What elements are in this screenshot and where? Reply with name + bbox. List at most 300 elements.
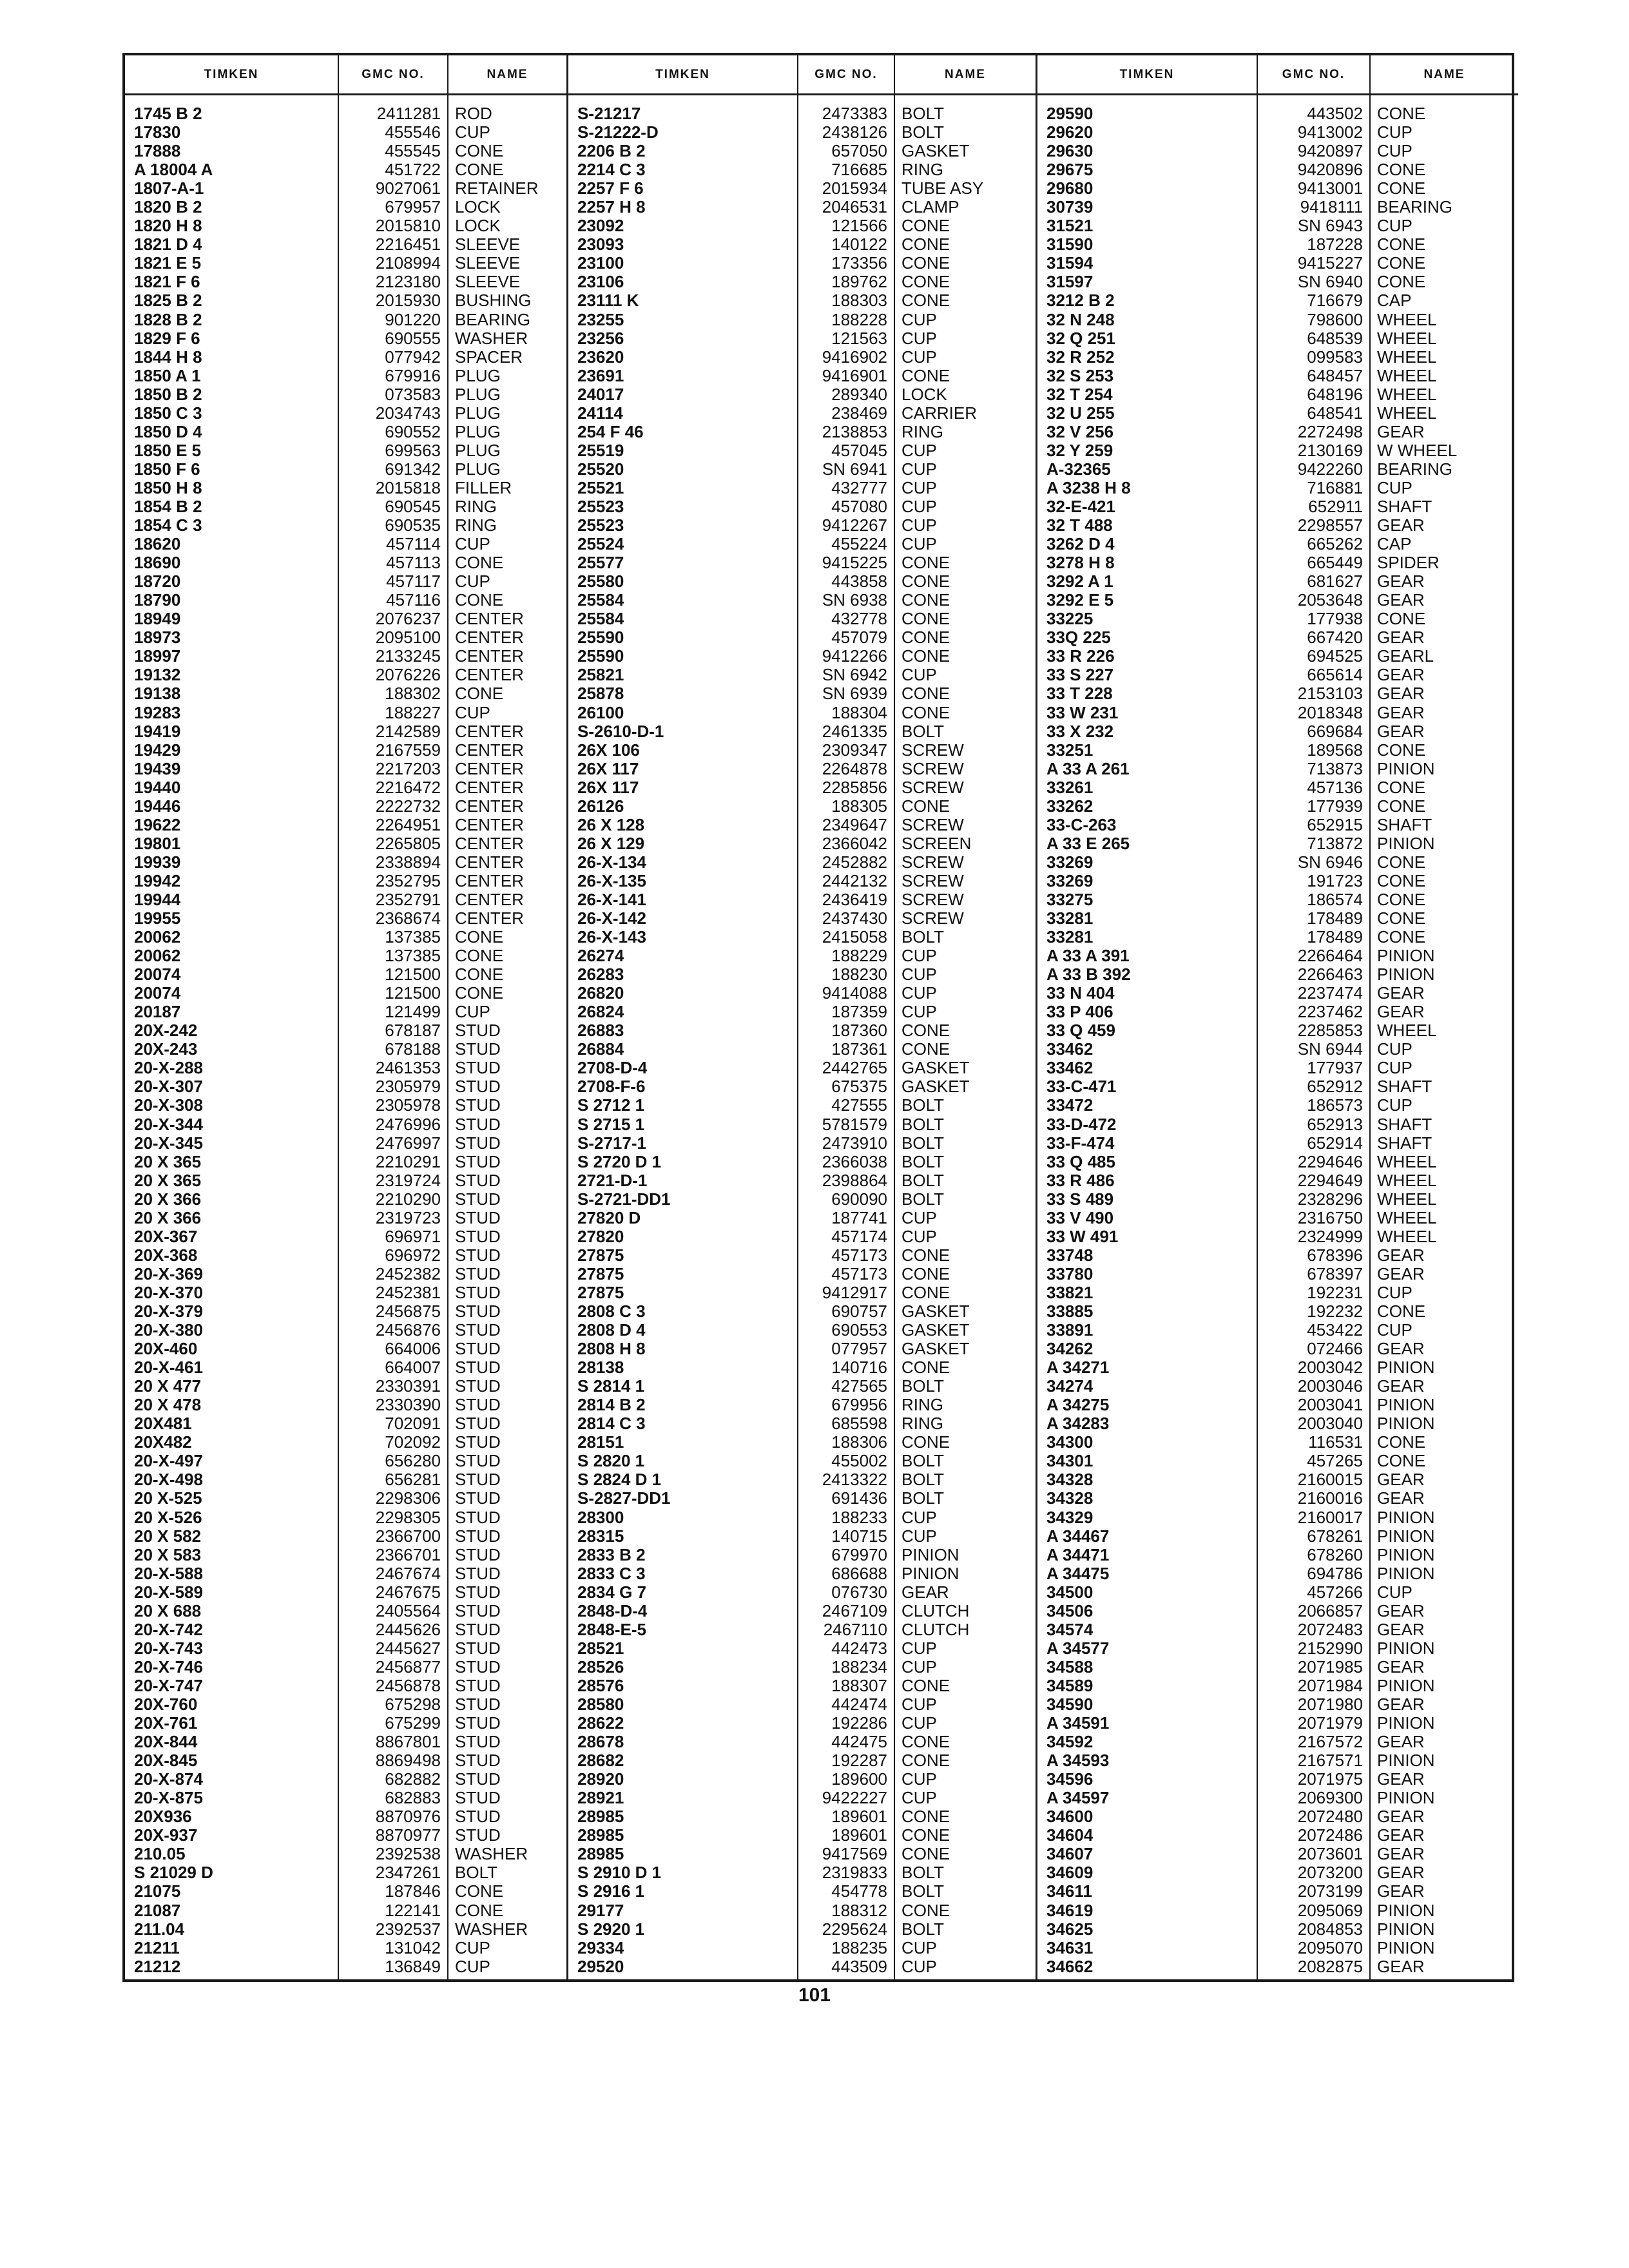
gmc-part-number: 2392537 bbox=[375, 1919, 441, 1939]
column-header-timken: TIMKEN bbox=[1037, 55, 1257, 95]
part-name: CENTER bbox=[455, 628, 524, 648]
part-name: GEAR bbox=[1377, 703, 1425, 722]
part-name: CUP bbox=[901, 310, 937, 329]
timken-part-number: S 2720 D 1 bbox=[577, 1152, 662, 1171]
gmc-part-number: 427555 bbox=[831, 1096, 887, 1115]
gmc-part-number: 2018348 bbox=[1297, 703, 1363, 722]
gmc-part-number: 664006 bbox=[385, 1340, 441, 1359]
name-column bbox=[447, 55, 566, 1979]
timken-part-number: 20 X 688 bbox=[134, 1601, 202, 1620]
timken-part-number: S 2916 1 bbox=[577, 1882, 645, 1901]
timken-part-number: 1850 C 3 bbox=[134, 403, 202, 423]
gmc-part-number: 2476997 bbox=[375, 1133, 441, 1153]
timken-part-number: 23092 bbox=[577, 216, 624, 236]
gmc-part-number: 2216451 bbox=[375, 235, 441, 255]
timken-part-number: 1820 H 8 bbox=[134, 216, 202, 236]
gmc-part-number: 455545 bbox=[385, 142, 441, 161]
timken-part-number: 33821 bbox=[1046, 1283, 1094, 1302]
timken-part-number: 32 T 254 bbox=[1046, 385, 1113, 404]
timken-part-number: 20 X 582 bbox=[134, 1526, 202, 1546]
timken-part-number: S 2824 D 1 bbox=[577, 1470, 662, 1490]
timken-part-number: 33748 bbox=[1046, 1245, 1094, 1265]
gmc-part-number: 702092 bbox=[385, 1433, 441, 1452]
part-name: CONE bbox=[901, 1264, 950, 1283]
gmc-part-number: 2319724 bbox=[375, 1171, 441, 1190]
timken-part-number: 19942 bbox=[134, 871, 181, 890]
timken-part-number: 19132 bbox=[134, 666, 181, 685]
timken-part-number: 2721-D-1 bbox=[577, 1171, 648, 1190]
part-name: CUP bbox=[901, 1227, 937, 1246]
timken-part-number: 18790 bbox=[134, 591, 181, 610]
gmc-part-number: 188234 bbox=[831, 1657, 887, 1677]
part-name: STUD bbox=[455, 1321, 501, 1340]
part-name: CENTER bbox=[455, 647, 524, 666]
timken-part-number: 34588 bbox=[1046, 1657, 1094, 1677]
part-name: GEAR bbox=[1377, 628, 1425, 648]
timken-part-number: A 3238 H 8 bbox=[1046, 478, 1131, 497]
gmc-part-number: 675299 bbox=[385, 1714, 441, 1733]
part-name: STUD bbox=[455, 1358, 501, 1378]
gmc-part-number: 690555 bbox=[385, 329, 441, 348]
part-name: STUD bbox=[455, 1133, 501, 1153]
part-name: BOLT bbox=[901, 1863, 944, 1883]
part-name: STUD bbox=[455, 1115, 501, 1134]
timken-part-number: 28985 bbox=[577, 1807, 624, 1827]
part-name: PINION bbox=[1377, 1714, 1435, 1733]
part-name: BOLT bbox=[901, 1189, 944, 1209]
timken-part-number: 33472 bbox=[1046, 1096, 1094, 1115]
timken-part-number: 19955 bbox=[134, 909, 181, 928]
gmc-part-number: 2069300 bbox=[1297, 1789, 1363, 1808]
timken-part-number: 17830 bbox=[134, 123, 181, 142]
gmc-part-number: 2071984 bbox=[1297, 1676, 1363, 1695]
part-name: BOLT bbox=[901, 1470, 944, 1490]
timken-part-number: 2214 C 3 bbox=[577, 160, 646, 180]
part-name: STUD bbox=[455, 1826, 501, 1845]
timken-part-number: 3262 D 4 bbox=[1046, 535, 1115, 554]
gmc-part-number: 2298557 bbox=[1297, 516, 1363, 535]
timken-part-number: 34301 bbox=[1046, 1452, 1094, 1471]
part-name: RETAINER bbox=[455, 179, 539, 198]
part-name: CUP bbox=[901, 347, 937, 367]
timken-part-number: S 2715 1 bbox=[577, 1115, 645, 1134]
gmc-part-number: 457114 bbox=[386, 535, 441, 554]
timken-part-number: 31594 bbox=[1046, 254, 1094, 273]
gmc-part-number: 443858 bbox=[831, 572, 887, 591]
gmc-part-number: 2237462 bbox=[1297, 1003, 1363, 1022]
timken-part-number: 32-E-421 bbox=[1046, 497, 1115, 516]
part-name: WHEEL bbox=[1377, 403, 1437, 423]
gmc-part-number: 2298306 bbox=[375, 1489, 441, 1508]
timken-part-number: 254 F 46 bbox=[577, 422, 644, 441]
timken-part-number: 26126 bbox=[577, 796, 624, 816]
timken-part-number: 18690 bbox=[134, 553, 181, 573]
gmc-part-number: 2003042 bbox=[1297, 1358, 1363, 1378]
timken-part-number: 17888 bbox=[134, 142, 181, 161]
timken-part-number: 28985 bbox=[577, 1845, 624, 1864]
timken-part-number: A 34577 bbox=[1046, 1639, 1110, 1658]
part-name: CUP bbox=[455, 1938, 490, 1957]
timken-part-number: 20 X 366 bbox=[134, 1189, 202, 1209]
part-name: STUD bbox=[455, 1171, 501, 1190]
part-name: STUD bbox=[455, 1807, 501, 1827]
part-name: WASHER bbox=[455, 1919, 528, 1939]
gmc-part-number: 2338894 bbox=[375, 852, 441, 872]
part-name: GEAR bbox=[1377, 684, 1425, 704]
timken-part-number: A 34597 bbox=[1046, 1789, 1110, 1808]
gmc-part-number: 188312 bbox=[831, 1901, 887, 1920]
gmc-part-number: 652913 bbox=[1307, 1115, 1363, 1134]
timken-part-number: 2808 D 4 bbox=[577, 1321, 646, 1340]
part-name: CUP bbox=[1377, 1040, 1412, 1059]
gmc-part-number: 2073200 bbox=[1297, 1863, 1363, 1883]
part-name: WHEEL bbox=[1377, 1208, 1437, 1227]
gmc-part-number: 442474 bbox=[831, 1695, 887, 1714]
gmc-part-number: 2152990 bbox=[1297, 1639, 1363, 1658]
gmc-part-number: 2467675 bbox=[375, 1582, 441, 1602]
timken-part-number: 20062 bbox=[134, 947, 181, 966]
part-name: RING bbox=[901, 1414, 943, 1434]
gmc-part-number: 2295624 bbox=[822, 1919, 887, 1939]
gmc-no-column-body bbox=[798, 95, 894, 1976]
timken-part-number: 19939 bbox=[134, 852, 181, 872]
part-name: CONE bbox=[901, 1040, 950, 1059]
timken-part-number: 28526 bbox=[577, 1657, 624, 1677]
part-name: SHAFT bbox=[1377, 497, 1432, 516]
part-name: CONE bbox=[1377, 909, 1426, 928]
timken-part-number: 20-X-370 bbox=[134, 1283, 203, 1302]
part-name: PLUG bbox=[455, 385, 501, 404]
gmc-part-number: 682882 bbox=[385, 1770, 441, 1789]
gmc-part-number: 457116 bbox=[386, 591, 441, 610]
gmc-part-number: 2436419 bbox=[822, 890, 887, 909]
part-name: WHEEL bbox=[1377, 347, 1437, 367]
gmc-part-number: 073583 bbox=[385, 385, 441, 404]
timken-part-number: 2708-D-4 bbox=[577, 1059, 648, 1078]
gmc-part-number: 2082875 bbox=[1297, 1957, 1363, 1976]
gmc-part-number: 667420 bbox=[1307, 628, 1363, 648]
part-name: PINION bbox=[1377, 1919, 1435, 1939]
timken-part-number: 26274 bbox=[577, 947, 624, 966]
gmc-part-number: 121500 bbox=[385, 984, 441, 1003]
part-name: CENTER bbox=[455, 852, 524, 872]
timken-part-number: 20X-460 bbox=[134, 1340, 198, 1359]
part-name: GASKET bbox=[901, 1302, 970, 1321]
gmc-part-number: 2095069 bbox=[1297, 1901, 1363, 1920]
gmc-part-number: 442473 bbox=[831, 1639, 887, 1658]
timken-part-number: 34590 bbox=[1046, 1695, 1094, 1714]
gmc-part-number: 8870977 bbox=[375, 1826, 441, 1845]
timken-column bbox=[568, 55, 797, 1979]
gmc-part-number: 2442765 bbox=[822, 1059, 887, 1078]
part-name: CENTER bbox=[455, 890, 524, 909]
gmc-part-number: 2265805 bbox=[375, 834, 441, 853]
part-name: CONE bbox=[455, 1901, 504, 1920]
gmc-part-number: 2072480 bbox=[1297, 1807, 1363, 1827]
gmc-no-column bbox=[1257, 55, 1369, 1979]
part-name: CUP bbox=[901, 1639, 937, 1658]
part-name: GEAR bbox=[1377, 1245, 1425, 1265]
gmc-part-number: 121566 bbox=[831, 216, 887, 236]
timken-part-number: 20X-368 bbox=[134, 1245, 198, 1265]
timken-part-number: 24017 bbox=[577, 385, 624, 404]
gmc-part-number: 679970 bbox=[831, 1545, 887, 1564]
part-name: CUP bbox=[901, 1208, 937, 1227]
part-name: SCREW bbox=[901, 815, 964, 834]
gmc-part-number: 665614 bbox=[1307, 666, 1363, 685]
part-name: CUP bbox=[901, 1770, 937, 1789]
timken-part-number: 20X482 bbox=[134, 1433, 192, 1452]
timken-part-number: 25520 bbox=[577, 459, 624, 479]
gmc-part-number: 121499 bbox=[385, 1003, 441, 1022]
gmc-part-number: 716679 bbox=[1307, 291, 1363, 311]
gmc-part-number: 656281 bbox=[385, 1470, 441, 1490]
gmc-part-number: 187228 bbox=[1307, 235, 1363, 255]
part-name: PINION bbox=[1377, 1751, 1435, 1771]
timken-part-number: 28315 bbox=[577, 1526, 624, 1546]
gmc-part-number: 2415058 bbox=[822, 928, 887, 947]
timken-part-number: 26824 bbox=[577, 1003, 624, 1022]
timken-part-number: 20-X-344 bbox=[134, 1115, 203, 1134]
gmc-part-number: 2347261 bbox=[375, 1863, 441, 1883]
timken-part-number: A-32365 bbox=[1046, 459, 1111, 479]
part-name: CENTER bbox=[455, 722, 524, 741]
timken-part-number: 26883 bbox=[577, 1021, 624, 1041]
gmc-part-number: 2461335 bbox=[822, 722, 887, 741]
timken-part-number: 20X-367 bbox=[134, 1227, 198, 1246]
part-name: CONE bbox=[901, 1433, 950, 1452]
part-name: STUD bbox=[455, 1470, 501, 1490]
timken-part-number: 34506 bbox=[1046, 1601, 1094, 1620]
gmc-part-number: 2445626 bbox=[375, 1620, 441, 1639]
part-name: STUD bbox=[455, 1208, 501, 1227]
timken-part-number: 23093 bbox=[577, 235, 624, 255]
timken-part-number: 19439 bbox=[134, 759, 181, 778]
part-name: PINION bbox=[1377, 947, 1435, 966]
timken-part-number: 20-X-307 bbox=[134, 1077, 203, 1097]
part-name: CONE bbox=[901, 684, 950, 704]
gmc-part-number: 9416902 bbox=[822, 347, 887, 367]
column-header-gmc-no: GMC NO. bbox=[1258, 55, 1369, 95]
timken-part-number: 28580 bbox=[577, 1695, 624, 1714]
part-name: SHAFT bbox=[1377, 1115, 1432, 1134]
part-name: CONE bbox=[901, 291, 950, 311]
timken-part-number: 33 R 486 bbox=[1046, 1171, 1115, 1190]
gmc-part-number: 2328296 bbox=[1297, 1189, 1363, 1209]
timken-part-number: 28682 bbox=[577, 1751, 624, 1771]
part-name: STUD bbox=[455, 1676, 501, 1695]
part-name: CUP bbox=[1377, 1059, 1412, 1078]
part-name: PLUG bbox=[455, 441, 501, 460]
timken-part-number: 34662 bbox=[1046, 1957, 1094, 1976]
timken-part-number: 27820 D bbox=[577, 1208, 641, 1227]
timken-part-number: 34328 bbox=[1046, 1470, 1094, 1490]
gmc-part-number: 189601 bbox=[831, 1826, 887, 1845]
part-name: CUP bbox=[901, 441, 937, 460]
timken-part-number: 20X481 bbox=[134, 1414, 192, 1434]
part-name: BOLT bbox=[901, 928, 944, 947]
timken-part-number: 34500 bbox=[1046, 1582, 1094, 1602]
timken-part-number: 27820 bbox=[577, 1227, 624, 1246]
gmc-part-number: 702091 bbox=[385, 1414, 441, 1434]
gmc-part-number: 2319833 bbox=[822, 1863, 887, 1883]
gmc-part-number: 2130169 bbox=[1297, 441, 1363, 460]
timken-part-number: 32 T 488 bbox=[1046, 516, 1113, 535]
part-name: CUP bbox=[901, 965, 937, 985]
gmc-part-number: 457173 bbox=[831, 1245, 887, 1265]
part-name: WHEEL bbox=[1377, 1021, 1437, 1041]
timken-part-number: 33780 bbox=[1046, 1264, 1094, 1283]
timken-part-number: 1745 B 2 bbox=[134, 104, 202, 123]
gmc-part-number: 675375 bbox=[831, 1077, 887, 1097]
timken-part-number: A 34271 bbox=[1046, 1358, 1110, 1378]
gmc-part-number: 177939 bbox=[1307, 796, 1363, 816]
gmc-part-number: 9413001 bbox=[1297, 179, 1363, 198]
part-name: BOLT bbox=[901, 1096, 944, 1115]
part-name: CONE bbox=[901, 628, 950, 648]
timken-part-number: S 2814 1 bbox=[577, 1377, 645, 1396]
gmc-part-number: 2476996 bbox=[375, 1115, 441, 1134]
part-name: GEAR bbox=[1377, 516, 1425, 535]
timken-part-number: 26X 117 bbox=[577, 759, 639, 778]
timken-part-number: 33 T 228 bbox=[1046, 684, 1113, 704]
part-name: GEAR bbox=[1377, 1733, 1425, 1752]
part-name: CUP bbox=[1377, 1582, 1412, 1602]
gmc-part-number: 2366701 bbox=[375, 1545, 441, 1564]
timken-part-number: 210.05 bbox=[134, 1845, 186, 1864]
part-name: LOCK bbox=[455, 216, 501, 236]
timken-part-number: 28622 bbox=[577, 1714, 624, 1733]
part-name: STUD bbox=[455, 1564, 501, 1583]
gmc-part-number: 188304 bbox=[831, 703, 887, 722]
gmc-part-number: 2034743 bbox=[375, 403, 441, 423]
gmc-part-number: 457113 bbox=[386, 553, 441, 573]
gmc-part-number: 8867801 bbox=[375, 1733, 441, 1752]
part-name: STUD bbox=[455, 1508, 501, 1527]
gmc-part-number: 131042 bbox=[385, 1938, 441, 1957]
gmc-part-number: 192232 bbox=[1307, 1302, 1363, 1321]
timken-part-number: 3292 A 1 bbox=[1046, 572, 1113, 591]
timken-part-number: 23256 bbox=[577, 329, 624, 348]
gmc-part-number: 9416901 bbox=[822, 366, 887, 385]
timken-part-number: 20-X-743 bbox=[134, 1639, 203, 1658]
part-name: CONE bbox=[901, 254, 950, 273]
gmc-part-number: 192231 bbox=[1307, 1283, 1363, 1302]
gmc-part-number: 713872 bbox=[1307, 834, 1363, 853]
timken-part-number: 32 Y 259 bbox=[1046, 441, 1113, 460]
gmc-part-number: 9412266 bbox=[822, 647, 887, 666]
column-header-timken: TIMKEN bbox=[125, 55, 338, 95]
gmc-part-number: 652915 bbox=[1307, 815, 1363, 834]
gmc-part-number: 716881 bbox=[1307, 478, 1363, 497]
gmc-part-number: 652911 bbox=[1308, 497, 1363, 516]
gmc-part-number: 2003041 bbox=[1297, 1396, 1363, 1415]
part-name: WHEEL bbox=[1377, 366, 1437, 385]
part-name: WASHER bbox=[455, 329, 528, 348]
gmc-part-number: 122141 bbox=[385, 1901, 441, 1920]
part-name: STUD bbox=[455, 1789, 501, 1808]
timken-part-number: 25519 bbox=[577, 441, 624, 460]
timken-part-number: 23100 bbox=[577, 254, 624, 273]
part-name: STUD bbox=[455, 1340, 501, 1359]
part-name: STUD bbox=[455, 1770, 501, 1789]
timken-part-number: 23620 bbox=[577, 347, 624, 367]
part-name: CUP bbox=[455, 123, 490, 142]
timken-part-number: 20X-243 bbox=[134, 1040, 198, 1059]
part-name: SCREW bbox=[901, 759, 964, 778]
part-name: STUD bbox=[455, 1657, 501, 1677]
timken-part-number: 29520 bbox=[577, 1957, 624, 1976]
part-name: CONE bbox=[901, 1358, 950, 1378]
timken-part-number: 29177 bbox=[577, 1901, 624, 1920]
gmc-part-number: 679956 bbox=[831, 1396, 887, 1415]
timken-part-number: 34619 bbox=[1046, 1901, 1094, 1920]
gmc-part-number: 177937 bbox=[1307, 1059, 1363, 1078]
part-name: STUD bbox=[455, 1582, 501, 1602]
timken-part-number: 2206 B 2 bbox=[577, 142, 646, 161]
part-name: PINION bbox=[1377, 834, 1435, 853]
gmc-part-number: 665449 bbox=[1307, 553, 1363, 573]
gmc-part-number: 2264878 bbox=[822, 759, 887, 778]
timken-column-body bbox=[568, 95, 797, 1976]
timken-part-number: 20062 bbox=[134, 928, 181, 947]
part-name: CONE bbox=[901, 273, 950, 292]
part-name: RING bbox=[901, 1396, 943, 1415]
gmc-part-number: 9417569 bbox=[822, 1845, 887, 1864]
gmc-part-number: 675298 bbox=[385, 1695, 441, 1714]
timken-part-number: 2814 C 3 bbox=[577, 1414, 646, 1434]
timken-part-number: 28521 bbox=[577, 1639, 624, 1658]
gmc-part-number: 2210290 bbox=[375, 1189, 441, 1209]
part-name: CONE bbox=[1377, 160, 1426, 180]
timken-part-number: A 34475 bbox=[1046, 1564, 1110, 1583]
part-name: STUD bbox=[455, 1302, 501, 1321]
part-name: TUBE ASY bbox=[901, 179, 984, 198]
timken-part-number: 25821 bbox=[577, 666, 624, 685]
gmc-part-number: 457136 bbox=[1307, 778, 1363, 797]
gmc-part-number: 2160017 bbox=[1297, 1508, 1363, 1527]
part-name: GEAR bbox=[1377, 722, 1425, 741]
part-name: GEAR bbox=[1377, 1377, 1425, 1396]
timken-part-number: A 34467 bbox=[1046, 1526, 1110, 1546]
part-name: ROD bbox=[455, 104, 492, 123]
gmc-part-number: 457266 bbox=[1307, 1582, 1363, 1602]
timken-part-number: 29675 bbox=[1046, 160, 1094, 180]
gmc-part-number: 696971 bbox=[385, 1227, 441, 1246]
timken-part-number: 19801 bbox=[134, 834, 181, 853]
gmc-part-number: 2053648 bbox=[1297, 591, 1363, 610]
gmc-part-number: 187361 bbox=[831, 1040, 887, 1059]
timken-part-number: 1820 B 2 bbox=[134, 198, 202, 217]
part-name: CLUTCH bbox=[901, 1601, 970, 1620]
gmc-part-number: 443509 bbox=[831, 1957, 887, 1976]
timken-part-number: 20-X-497 bbox=[134, 1452, 203, 1471]
gmc-part-number: 2073601 bbox=[1297, 1845, 1363, 1864]
part-name: PINION bbox=[1377, 1938, 1435, 1957]
part-name: CENTER bbox=[455, 815, 524, 834]
gmc-part-number: 657050 bbox=[831, 142, 887, 161]
timken-part-number: 3292 E 5 bbox=[1046, 591, 1114, 610]
part-name: CENTER bbox=[455, 740, 524, 760]
gmc-part-number: 178489 bbox=[1307, 909, 1363, 928]
gmc-part-number: 2217203 bbox=[375, 759, 441, 778]
part-name: CENTER bbox=[455, 909, 524, 928]
part-name: SHAFT bbox=[1377, 1133, 1432, 1153]
timken-part-number: 28151 bbox=[577, 1433, 624, 1452]
gmc-part-number: 188306 bbox=[831, 1433, 887, 1452]
gmc-part-number: 682883 bbox=[385, 1789, 441, 1808]
gmc-part-number: 457117 bbox=[386, 572, 441, 591]
